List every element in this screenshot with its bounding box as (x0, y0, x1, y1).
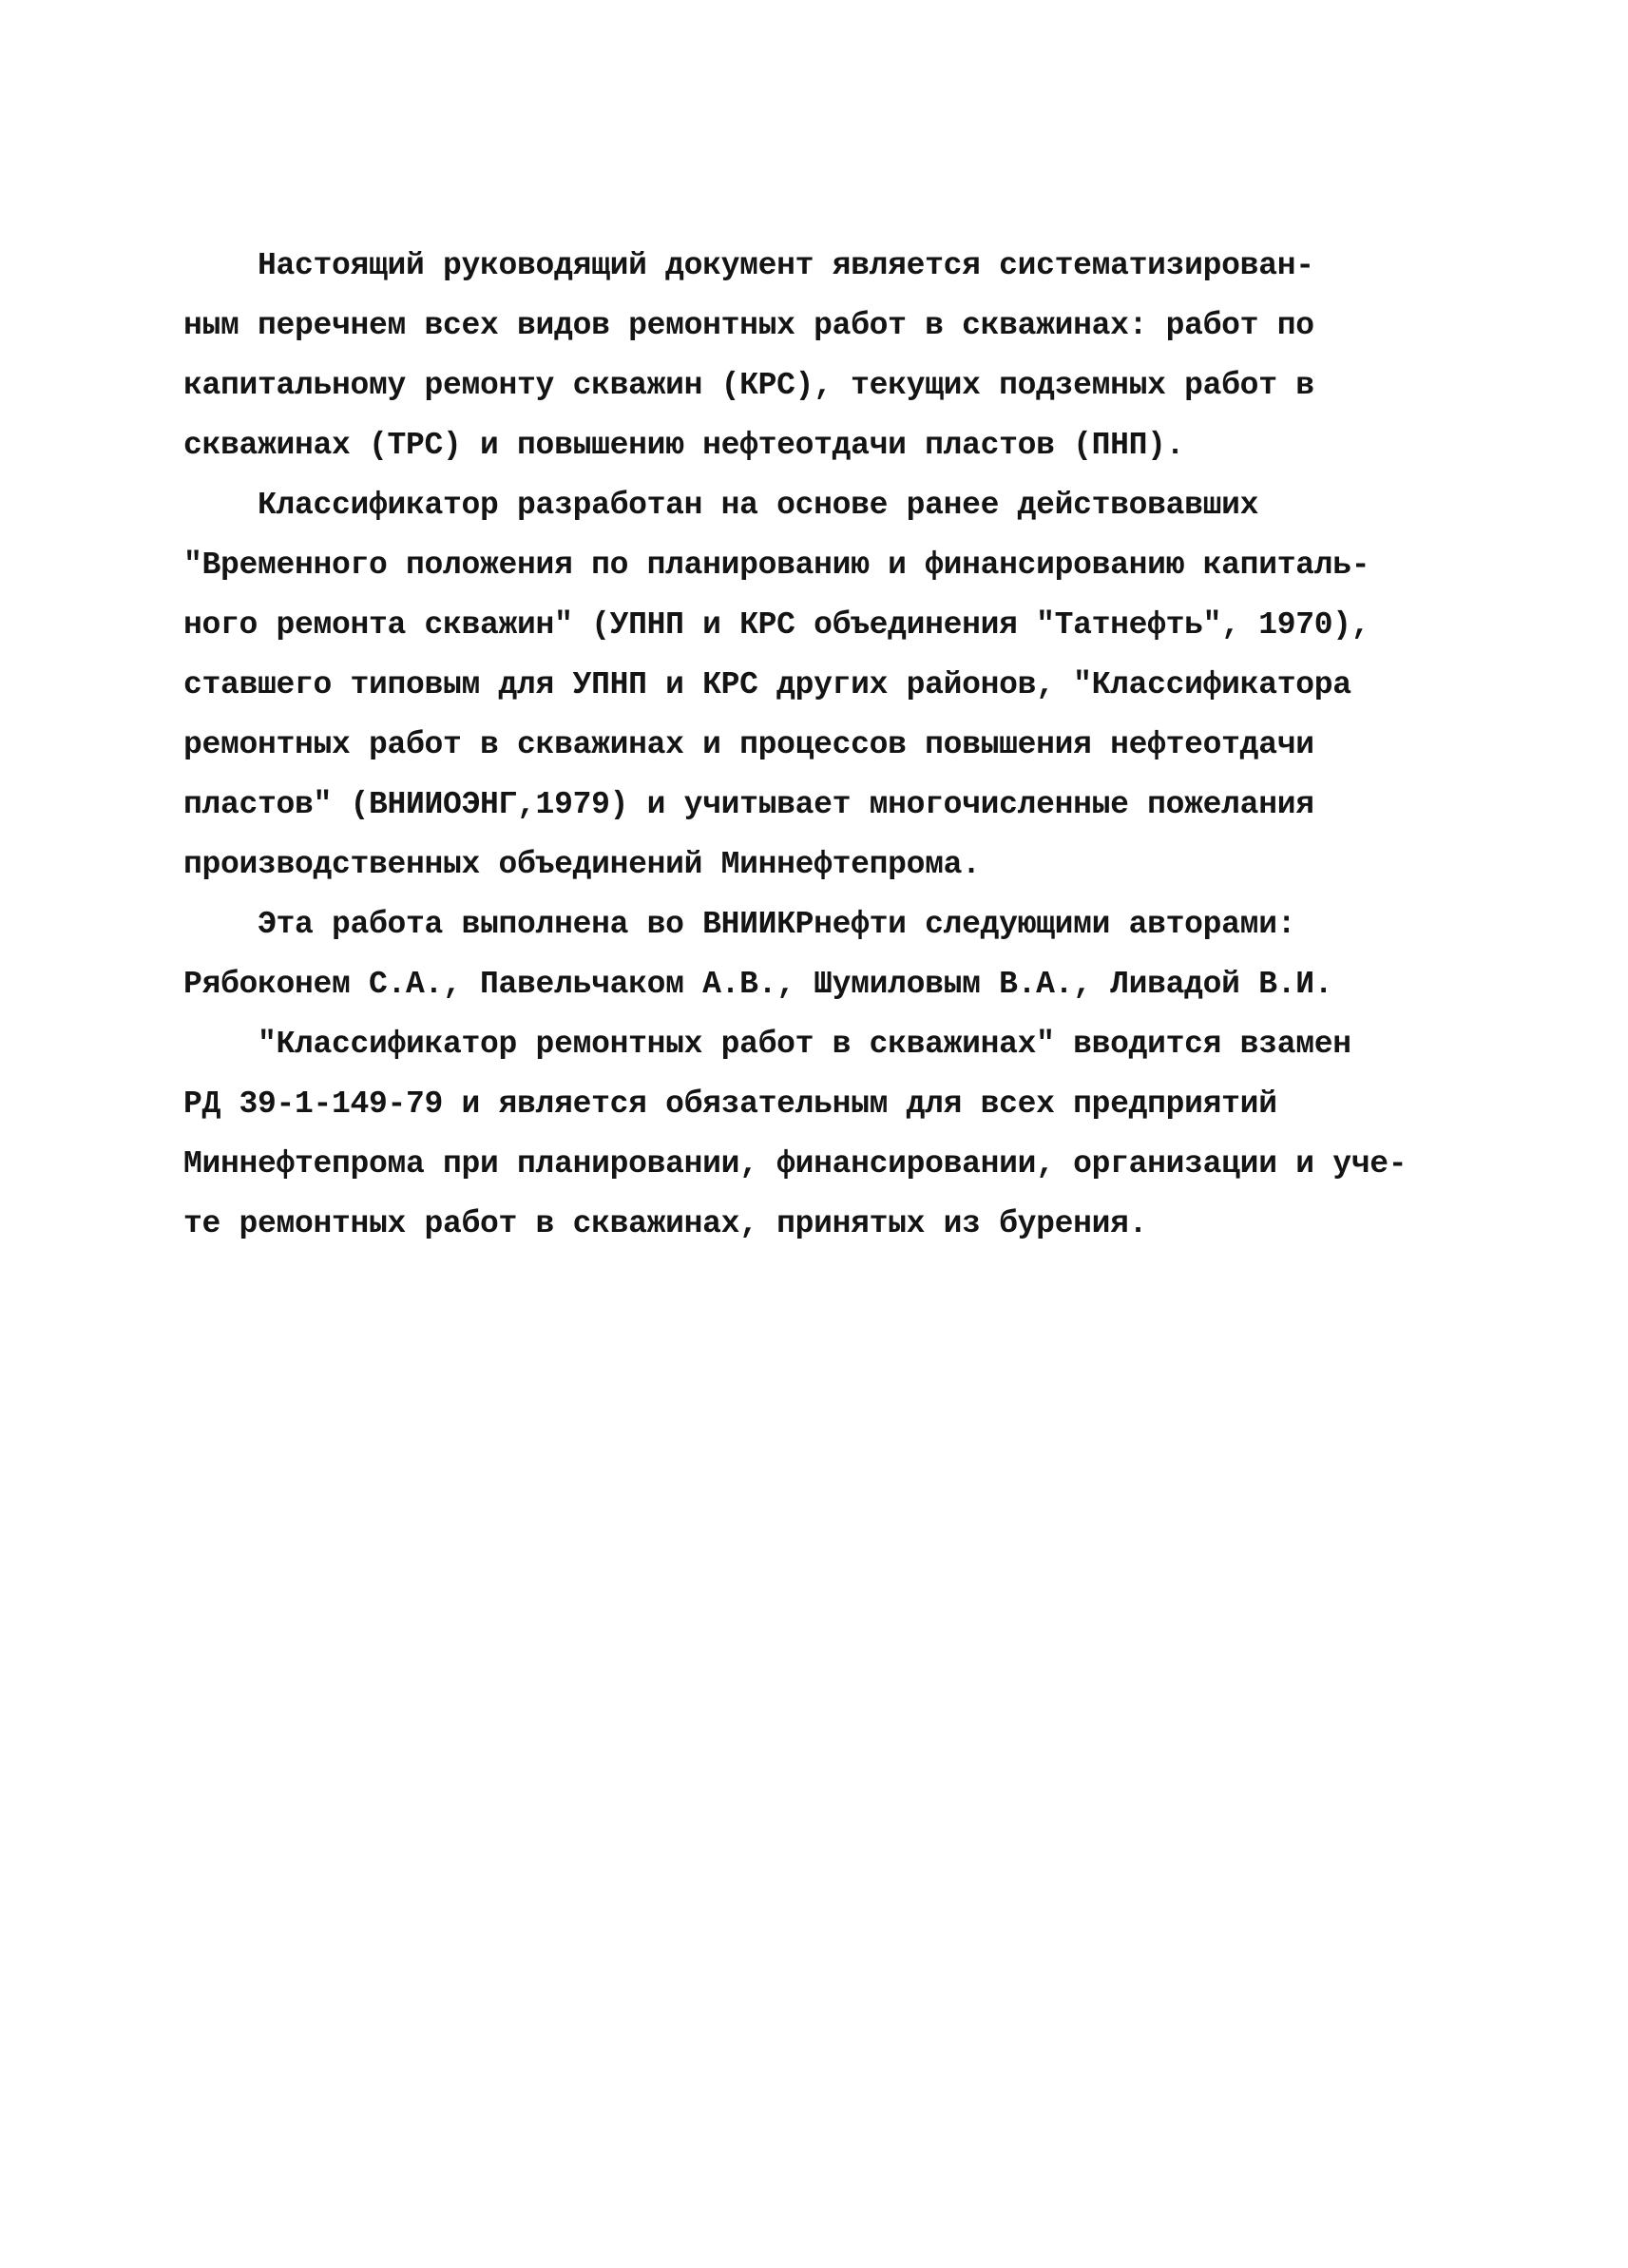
paragraph-purpose (183, 236, 1495, 475)
text-line: "Классификатор ремонтных работ в скважинах" вводится взамен (183, 1027, 1351, 1062)
paragraph-basis (183, 475, 1495, 894)
text-line: Эта работа выполнена во ВНИИКРнефти следующими авторами: (183, 907, 1296, 942)
paragraph-authors (183, 894, 1495, 1014)
text-line: пластов" (ВНИИОЭНГ,1979) и учитывает многочисленные пожелания (183, 787, 1314, 822)
text-line: ставшего типовым для УПНП и КРС других районов, "Классификатора (183, 667, 1351, 702)
text-line: те ремонтных работ в скважинах, принятых из бурения. (183, 1206, 1148, 1241)
text-line: производственных объединений Миннефтепрома. (183, 847, 981, 882)
text-line: скважинах (ТРС) и повышению нефтеотдачи пластов (ПНП). (183, 428, 1185, 463)
text-line: ного ремонта скважин" (УПНП и КРС объединения "Татнефть", 1970), (183, 607, 1370, 643)
text-line: Настоящий руководящий документ является систематизирован- (183, 248, 1314, 283)
text-line: Рябоконем С.А., Павельчаком А.В., Шумиловым В.А., Ливадой В.И. (183, 967, 1333, 1002)
text-line: ным перечнем всех видов ремонтных работ в скважинах: работ по (183, 308, 1314, 343)
text-line: "Временного положения по планированию и финансированию капиталь- (183, 548, 1370, 583)
text-line: Классификатор разработан на основе ранее действовавших (183, 488, 1259, 523)
paragraph-introduction (183, 1014, 1495, 1254)
text-line: РД 39-1-149-79 и является обязательным для всех предприятий (183, 1086, 1277, 1122)
text-line: ремонтных работ в скважинах и процессов повышения нефтеотдачи (183, 727, 1314, 762)
text-line: капитальному ремонту скважин (КРС), текущих подземных работ в (183, 368, 1314, 403)
document-body (183, 236, 1495, 1254)
text-line: Миннефтепрома при планировании, финансировании, организации и уче- (183, 1146, 1408, 1182)
